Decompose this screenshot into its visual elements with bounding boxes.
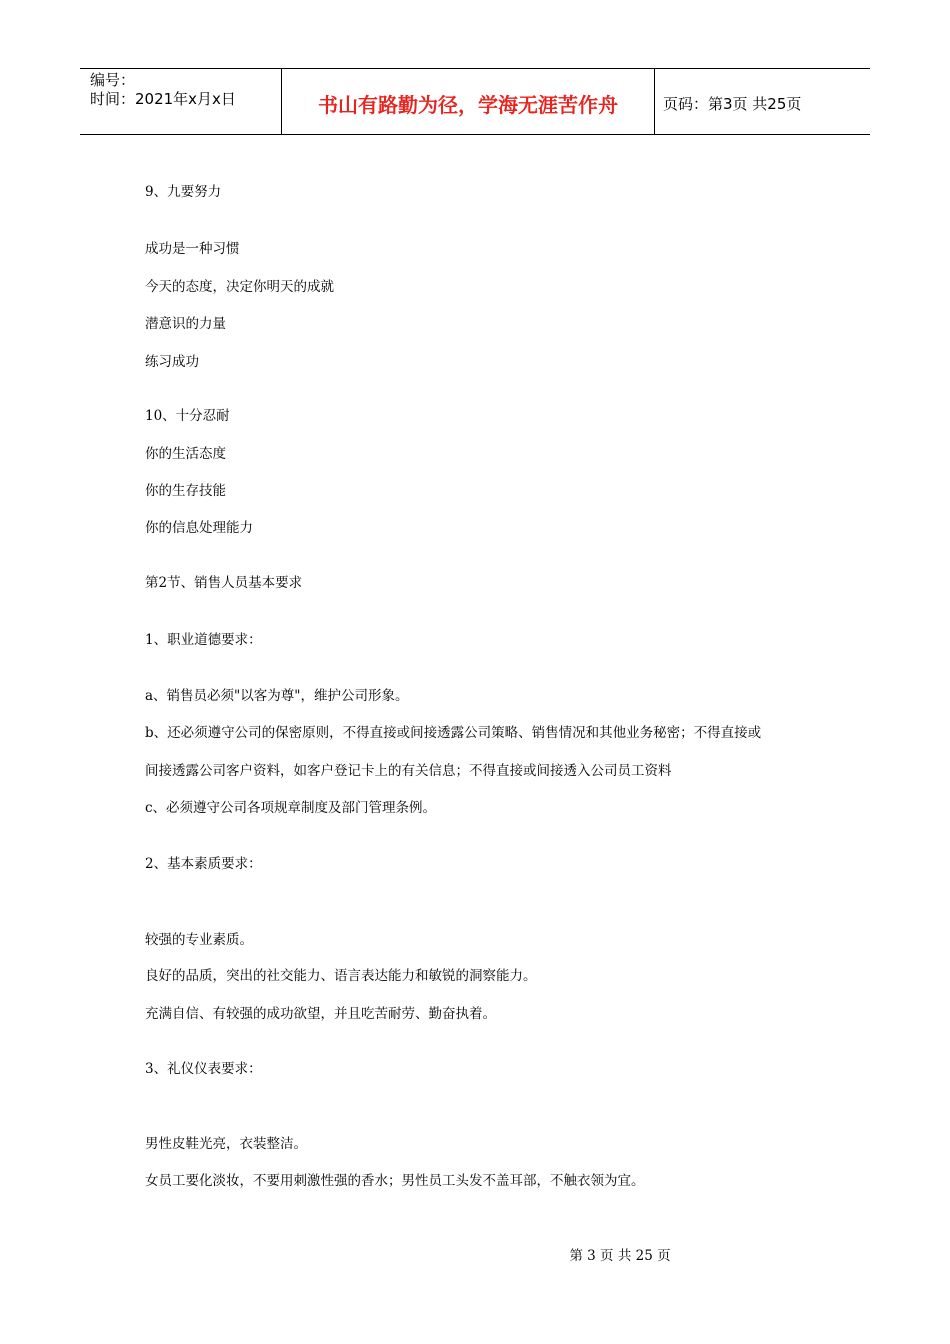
text-line: 你的生活态度 <box>145 446 226 462</box>
header-meta-cell <box>80 69 282 134</box>
text-line: 良好的品质，突出的社交能力、语言表达能力和敏锐的洞察能力。 <box>145 968 537 984</box>
page-footer: 第 3 页 共 25 页 <box>569 1248 671 1264</box>
text-line: b、还必须遵守公司的保密原则，不得直接或间接透露公司策略、销售情况和其他业务秘密；不得直接或 <box>145 725 762 741</box>
section-heading: 3、礼仪仪表要求： <box>145 1061 262 1077</box>
text-line: 练习成功 <box>145 354 199 370</box>
text-line: 成功是一种习惯 <box>145 241 240 257</box>
text-line: 你的生存技能 <box>145 483 226 499</box>
chapter-heading: 第2节、销售人员基本要求 <box>145 575 303 591</box>
text-line: 今天的态度，决定你明天的成就 <box>145 279 334 295</box>
text-line: 女员工要化淡妆，不要用刺激性强的香水；男性员工头发不盖耳部，不触衣领为宜。 <box>145 1173 645 1189</box>
document-header <box>80 68 870 135</box>
text-line: a、销售员必须"以客为尊"，维护公司形象。 <box>145 688 409 704</box>
document-number-label: 编号： <box>90 71 136 89</box>
text-line: 间接透露公司客户资料，如客户登记卡上的有关信息；不得直接或间接透入公司员工资料 <box>145 763 672 779</box>
text-line: 潜意识的力量 <box>145 316 226 332</box>
section-heading: 9、九要努力 <box>145 184 222 200</box>
text-line: 男性皮鞋光亮，衣装整洁。 <box>145 1136 307 1152</box>
text-line: 充满自信、有较强的成功欲望，并且吃苦耐劳、勤奋执着。 <box>145 1006 496 1022</box>
text-line: 你的信息处理能力 <box>145 520 253 536</box>
section-heading: 10、十分忍耐 <box>145 408 230 424</box>
text-line: c、必须遵守公司各项规章制度及部门管理条例。 <box>145 800 437 816</box>
text-line: 较强的专业素质。 <box>145 932 253 948</box>
header-page-info: 页码：第3页 共25页 <box>663 95 802 113</box>
section-heading: 2、基本素质要求： <box>145 856 262 872</box>
document-time-label: 时间：2021年x月x日 <box>90 90 236 108</box>
section-heading: 1、职业道德要求： <box>145 632 262 648</box>
header-motto: 书山有路勤为径，学海无涯苦作舟 <box>282 69 655 134</box>
